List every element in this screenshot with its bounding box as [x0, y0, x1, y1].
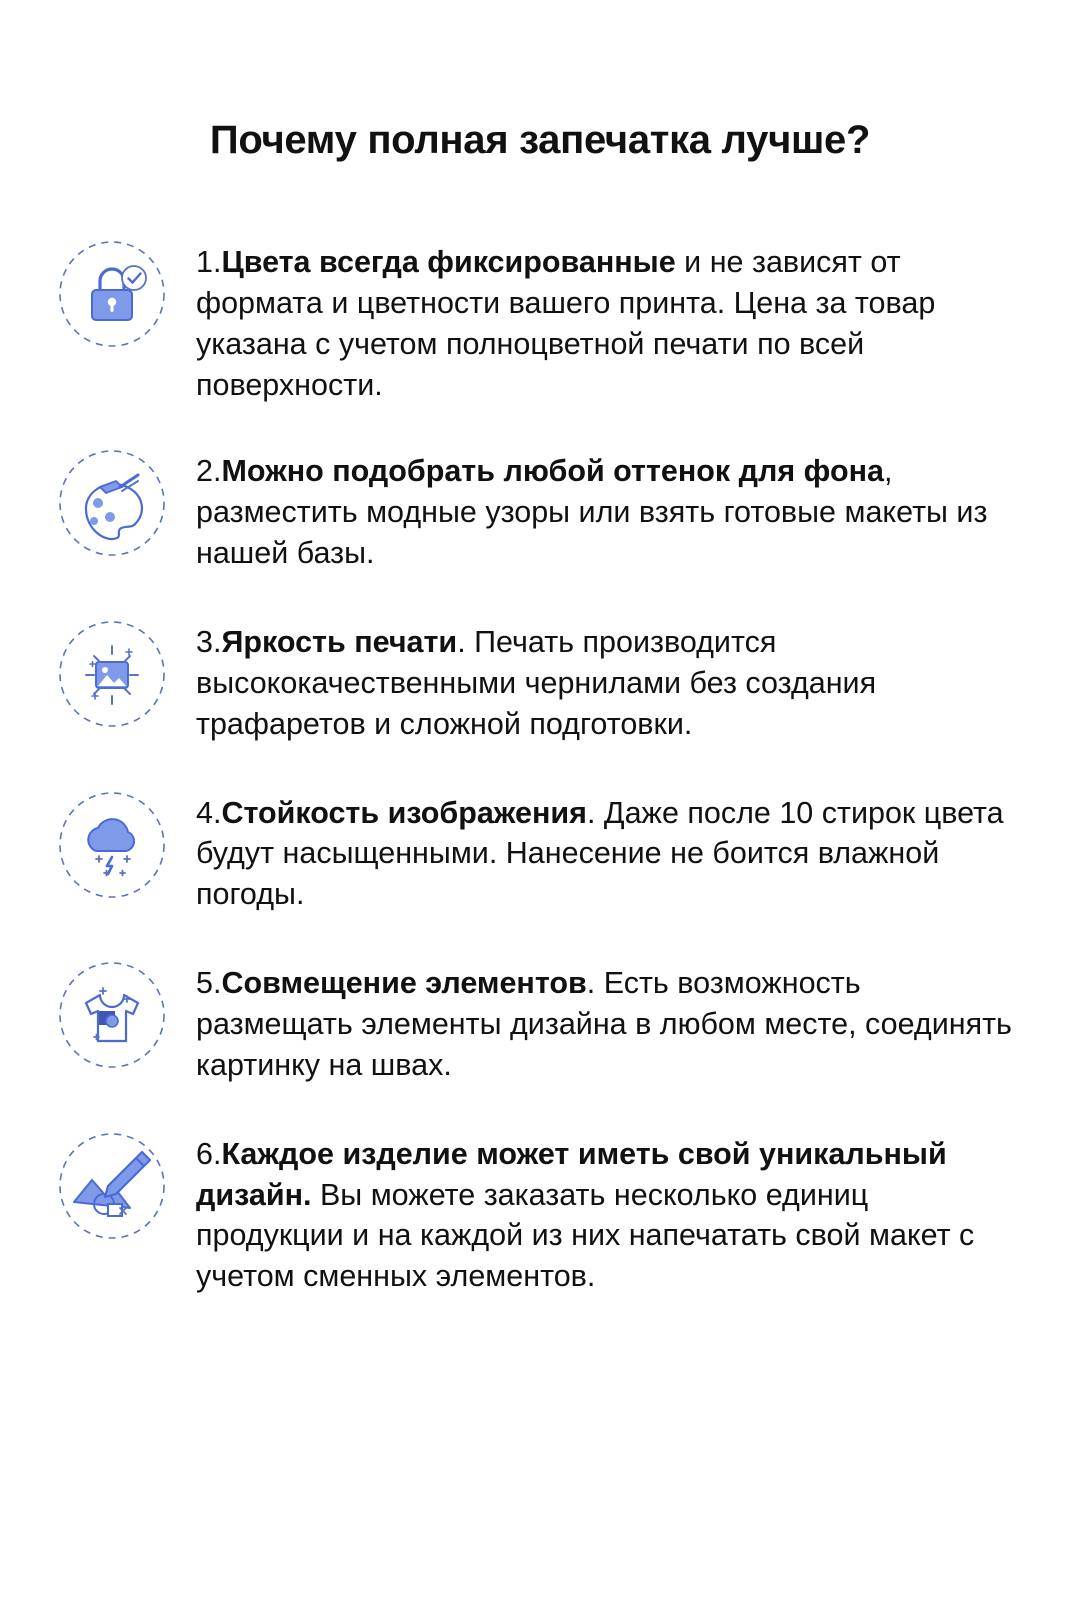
- item-rest: и не зависят от формата и цветности вашего принта. Цена за товар указана с учетом полноцветной печати по всей поверхности.: [196, 245, 936, 402]
- list-item-text: [196, 957, 1020, 1086]
- item-number: 2.: [196, 454, 222, 489]
- item-rest: , разместить модные узоры или взять готовые макеты из нашей базы.: [196, 454, 988, 571]
- item-number: 5.: [196, 966, 222, 1001]
- list-item-text: [196, 787, 1020, 916]
- list-item: [0, 1128, 1080, 1297]
- cloud-rain-icon: [56, 789, 168, 901]
- item-lead: Яркость печати: [221, 625, 458, 660]
- item-number: 6.: [196, 1136, 222, 1171]
- pencil-design-icon: [56, 1130, 168, 1242]
- item-number: 1.: [196, 245, 222, 279]
- list-item: [0, 236, 1080, 405]
- page-title: Почему полная запечатка лучше?: [209, 118, 871, 162]
- item-number: 4.: [196, 795, 222, 830]
- list-item-text: [196, 1128, 1020, 1297]
- item-lead: Стойкость изображения: [221, 795, 587, 830]
- list-item: [0, 787, 1080, 916]
- list-item-text: [196, 236, 1020, 405]
- list-item-text: [196, 616, 1020, 745]
- item-rest: . Печать производится высококачественными чернилами без создания трафаретов и сложной подготовки.: [196, 625, 877, 741]
- item-number: 3.: [196, 625, 222, 660]
- list-item: [0, 445, 1080, 574]
- benefits-list: [0, 236, 1080, 1297]
- item-lead: Каждое изделие может иметь свой уникальный дизайн.: [196, 1136, 947, 1212]
- list-item: [0, 957, 1080, 1086]
- item-lead: Можно подобрать любой оттенок для фона: [221, 454, 884, 489]
- item-lead: Цвета всегда фиксированные: [221, 245, 676, 279]
- list-item-text: [196, 445, 1020, 574]
- palette-brush-icon: [56, 447, 168, 559]
- shining-picture-icon: [56, 618, 168, 730]
- list-item: [0, 616, 1080, 745]
- item-rest: . Есть возможность размещать элементы дизайна в любом месте, соединять картинку на швах.: [196, 966, 1012, 1082]
- item-lead: Совмещение элементов: [221, 966, 587, 1001]
- lock-check-icon: [56, 238, 168, 350]
- item-rest: Вы можете заказать несколько единиц продукции и на каждой из них напечатать свой макет с учетом сменных элементов.: [196, 1177, 975, 1294]
- tshirt-print-icon: [56, 959, 168, 1071]
- item-rest: . Даже после 10 стирок цвета будут насыщенными. Нанесение не боится влажной погоды.: [196, 795, 1004, 912]
